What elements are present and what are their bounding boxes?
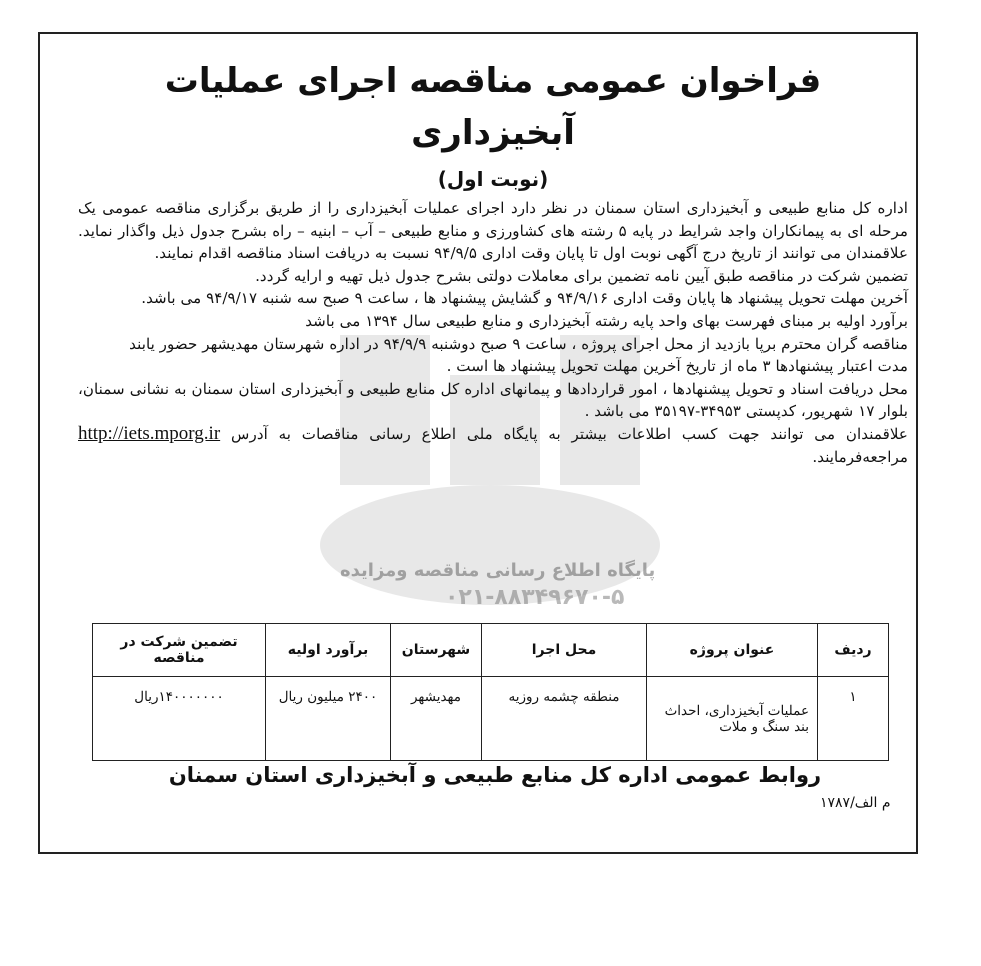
- paragraph-info: [78, 423, 908, 468]
- tender-table: [92, 623, 889, 761]
- paragraph-intro: اداره کل منابع طبیعی و آبخیزداری استان سمنان در نظر دارد اجرای عملیات آبخیزداری را از طریق برگزاری مناقصه عمومی یک مرحله ای به پیمانکاران واجد شرایط در پایه ۵ رشته های کشاورزی و منابع طبیعی – آب – ابنیه – راه بشرح جدول ذیل واگذار نماید. علاقمندان می توانند از تاریخ درج آگهی نوبت اول تا پایان وقت اداری ۹۴/۹/۵ نسبت به دریافت اسناد مناقصه اقدام نمایند.: [78, 199, 908, 263]
- header-project-title: عنوان پروژه: [647, 624, 818, 677]
- header-guarantee: تضمین شرکت در مناقصه: [93, 624, 266, 677]
- watermark-phone: ۰۲۱-۸۸۳۴۹۶۷۰-۵: [445, 585, 625, 610]
- info-text-end: مراجعه‌فرمایند.: [812, 447, 908, 466]
- notice-content: [78, 55, 908, 468]
- paragraph-deadline: آخرین مهلت تحویل پیشنهاد ها پایان وقت اداری ۹۴/۹/۱۶ و گشایش پیشنهاد ها ، ساعت ۹ صبح سه شنبه ۹۴/۹/۱۷ می باشد.: [141, 289, 908, 308]
- info-text: علاقمندان می توانند جهت کسب اطلاعات بیشتر به پایگاه ملی اطلاع رسانی مناقصات به آدرس: [230, 424, 908, 443]
- table-header-row: [93, 624, 889, 677]
- paragraph-site-visit: مناقصه گران محترم برپا بازدید از محل اجرای پروژه ، ساعت ۹ صبح دوشنبه ۹۴/۹/۹ در اداره شهرستان مهدیشهر حضور یابند: [129, 334, 908, 353]
- paragraph-guarantee: تضمین شرکت در مناقصه طبق آیین نامه تضمین برای معاملات دولتی بشرح جدول ذیل تهیه و ارایه گردد.: [255, 266, 908, 285]
- notice-title: فراخوان عمومی مناقصه اجرای عملیات آبخیزداری: [164, 61, 822, 153]
- header-estimate: برآورد اولیه: [266, 624, 391, 677]
- cell-row-number: ۱: [818, 677, 889, 761]
- cell-project-title: عملیات آبخیزداری، احداث بند سنگ و ملات: [647, 677, 818, 761]
- iets-link[interactable]: http://iets.mporg.ir: [78, 422, 221, 444]
- notice-code: م الف/۱۷۸۷: [820, 795, 891, 811]
- cell-city: مهدیشهر: [391, 677, 482, 761]
- table-row: [93, 677, 889, 761]
- paragraph-address: محل دریافت اسناد و تحویل پیشنهادها ، امور قراردادها و پیمانهای اداره کل منابع طبیعی و آبخیزداری استان سمنان به نشانی سمنان، بلوار ۱۷ شهریور، کدپستی ۳۴۹۵۳-۳۵۱۹۷ می باشد .: [78, 379, 908, 421]
- cell-estimate: ۲۴۰۰ میلیون ریال: [266, 677, 391, 761]
- cell-location: منطقه چشمه روزیه: [482, 677, 647, 761]
- cell-guarantee: ۱۴۰۰۰۰۰۰۰ریال: [93, 677, 266, 761]
- header-city: شهرستان: [391, 624, 482, 677]
- notice-round: (نوبت اول): [437, 167, 549, 191]
- paragraph-validity: مدت اعتبار پیشنهادها ۳ ماه از تاریخ آخرین مهلت تحویل پیشنهاد ها است .: [446, 357, 908, 376]
- watermark-text: پایگاه اطلاع رسانی مناقصه ومزایده: [340, 560, 656, 581]
- paragraph-estimate: برآورد اولیه بر مبنای فهرست بهای واحد پایه رشته آبخیزداری و منابع طبیعی سال ۱۳۹۴ می باشد: [305, 311, 908, 330]
- footer-signature: روابط عمومی اداره کل منابع طبیعی و آبخیزداری استان سمنان: [168, 763, 822, 787]
- notice-body: [78, 197, 908, 468]
- header-row-number: ردیف: [818, 624, 889, 677]
- header-location: محل اجرا: [482, 624, 647, 677]
